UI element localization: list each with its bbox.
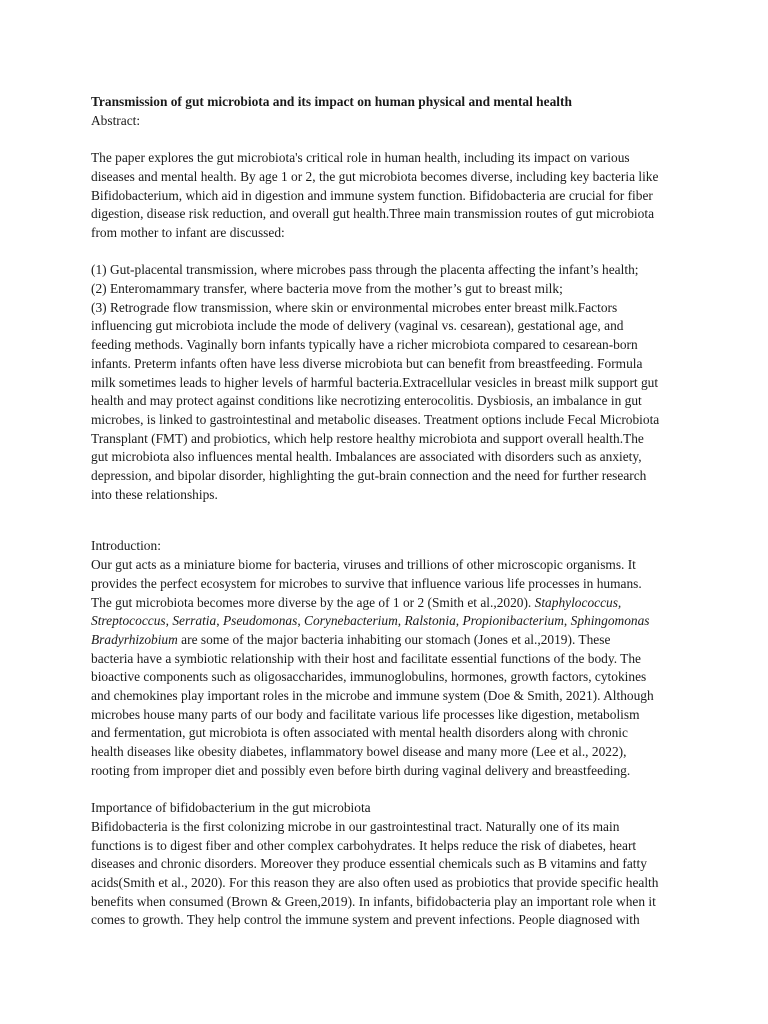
document-title: Transmission of gut microbiota and its impact on human physical and mental health bbox=[91, 94, 572, 109]
text-line: from mother to infant are discussed: bbox=[91, 224, 285, 240]
abstract-heading: Abstract: bbox=[91, 112, 141, 128]
text-line: digestion, disease risk reduction, and overall gut health.Three main transmission routes of gut microbiota bbox=[91, 206, 655, 222]
text-line: provides the perfect ecosystem for microbes to survive that influence various life processes in humans. bbox=[91, 575, 642, 591]
abstract-paragraph-2 bbox=[91, 261, 688, 504]
species-name: Corynebacterium bbox=[304, 613, 398, 629]
text-line: depression, and bipolar disorder, highlighting the gut-brain connection and the need for further research bbox=[91, 468, 647, 484]
text-line: Bifidobacteria is the first colonizing microbe in our gastrointestinal tract. Naturally one of its main bbox=[91, 818, 620, 834]
text-line: The paper explores the gut microbiota's critical role in human health, including its impact on various bbox=[91, 150, 630, 166]
species-name: Staphylococcus, bbox=[534, 594, 622, 610]
separator: , bbox=[563, 613, 571, 629]
text-line bbox=[91, 612, 688, 631]
species-name: Sphingomonas bbox=[570, 613, 650, 629]
text-line: infants. Preterm infants often have less diverse microbiota but can benefit from breastfeeding. Formula bbox=[91, 355, 643, 371]
bifidobacterium-heading: Importance of bifidobacterium in the gut microbiota bbox=[91, 800, 371, 816]
text-line: and fermentation, gut microbiota is often associated with mental health disorders along with chronic bbox=[91, 725, 628, 741]
text-line: microbes, is linked to gastrointestinal and metabolic diseases. Treatment options include Fecal Microbiota bbox=[91, 411, 660, 427]
text-line: health diseases like obesity diabetes, inflammatory bowel disease and many more (Lee et al., 2022), bbox=[91, 744, 627, 760]
species-name: Propionibacterium bbox=[462, 613, 564, 629]
separator: , bbox=[397, 613, 405, 629]
text-line: acids(Smith et al., 2020). For this reason they are also often used as probiotics that provide specific health bbox=[91, 875, 659, 891]
text-line bbox=[91, 631, 688, 650]
species-name: Pseudomonas bbox=[222, 613, 298, 629]
text-line: Transplant (FMT) and probiotics, which help restore healthy microbiota and support overall health.The bbox=[91, 430, 644, 446]
abstract-paragraph-1 bbox=[91, 149, 688, 243]
text-line: into these relationships. bbox=[91, 486, 218, 502]
text-line: bacteria have a symbiotic relationship with their host and facilitate essential functions of the body. The bbox=[91, 650, 641, 666]
text-line: Our gut acts as a miniature biome for bacteria, viruses and trillions of other microscopic organisms. It bbox=[91, 557, 636, 573]
separator: , bbox=[455, 613, 463, 629]
text-line: (3) Retrograde flow transmission, where skin or environmental microbes enter breast milk.Factors bbox=[91, 299, 618, 315]
text-line: microbes house many parts of our body and facilitate various life processes like digestion, metabolism bbox=[91, 706, 640, 722]
text-line: (1) Gut-placental transmission, where microbes pass through the placenta affecting the infant’s health; bbox=[91, 262, 639, 278]
introduction-heading: Introduction: bbox=[91, 538, 161, 554]
text-line: and chemokines play important roles in the microbe and immune system (Doe & Smith, 2021). Although bbox=[91, 688, 654, 704]
text-line: benefits when consumed (Brown & Green,2019). In infants, bifidobacteria play an important role when it bbox=[91, 893, 656, 909]
text-line: gut microbiota also influences mental health. Imbalances are associated with disorders such as anxiety, bbox=[91, 449, 642, 465]
text-line: influencing gut microbiota include the mode of delivery (vaginal vs. cesarean), gestational age, and bbox=[91, 318, 624, 334]
text-line: milk sometimes leads to higher levels of harmful bacteria.Extracellular vesicles in breast milk support gut bbox=[91, 374, 659, 390]
text-line: Bifidobacterium, which aid in digestion and immune system function. Bifidobacteria are crucial for fiber bbox=[91, 187, 653, 203]
text-line: health and may protect against conditions like necrotizing enterocolitis. Dysbiosis, an imbalance in gut bbox=[91, 393, 642, 409]
text-line: diseases and mental health. By age 1 or 2, the gut microbiota becomes diverse, including key bacteria like bbox=[91, 168, 659, 184]
separator: , bbox=[216, 613, 223, 629]
separator: , bbox=[165, 613, 173, 629]
text-run: The gut microbiota becomes more diverse by the age of 1 or 2 (Smith et al.,2020). bbox=[91, 594, 535, 610]
text-line bbox=[91, 594, 688, 613]
species-name: Bradyrhizobium bbox=[91, 631, 178, 647]
bifidobacterium-paragraph bbox=[91, 818, 688, 930]
text-line: (2) Enteromammary transfer, where bacteria move from the mother’s gut to breast milk; bbox=[91, 281, 563, 296]
text-run: are some of the major bacteria inhabiting our stomach (Jones et al.,2019). These bbox=[177, 631, 611, 647]
introduction-paragraph bbox=[91, 556, 688, 780]
text-line: functions is to digest fiber and other complex carbohydrates. It helps reduce the risk of diabetes, heart bbox=[91, 837, 637, 853]
text-line: comes to growth. They help control the immune system and prevent infections. People diagnosed with bbox=[91, 912, 640, 928]
species-name: Ralstonia bbox=[404, 613, 456, 629]
text-line: bioactive components such as oligosaccharides, immunoglobulins, hormones, growth factors, cytokines bbox=[91, 669, 647, 685]
text-line: diseases and chronic disorders. Moreover they produce essential chemicals such as B vitamins and fatty bbox=[91, 856, 647, 872]
species-name: Serratia bbox=[172, 613, 217, 629]
separator: , bbox=[297, 613, 305, 629]
text-line: rooting from improper diet and possibly even before birth during vaginal delivery and breastfeeding. bbox=[91, 762, 631, 778]
species-name: Streptococcus bbox=[91, 613, 166, 629]
text-line: feeding methods. Vaginally born infants typically have a richer microbiota compared to cesarean-born bbox=[91, 337, 638, 353]
